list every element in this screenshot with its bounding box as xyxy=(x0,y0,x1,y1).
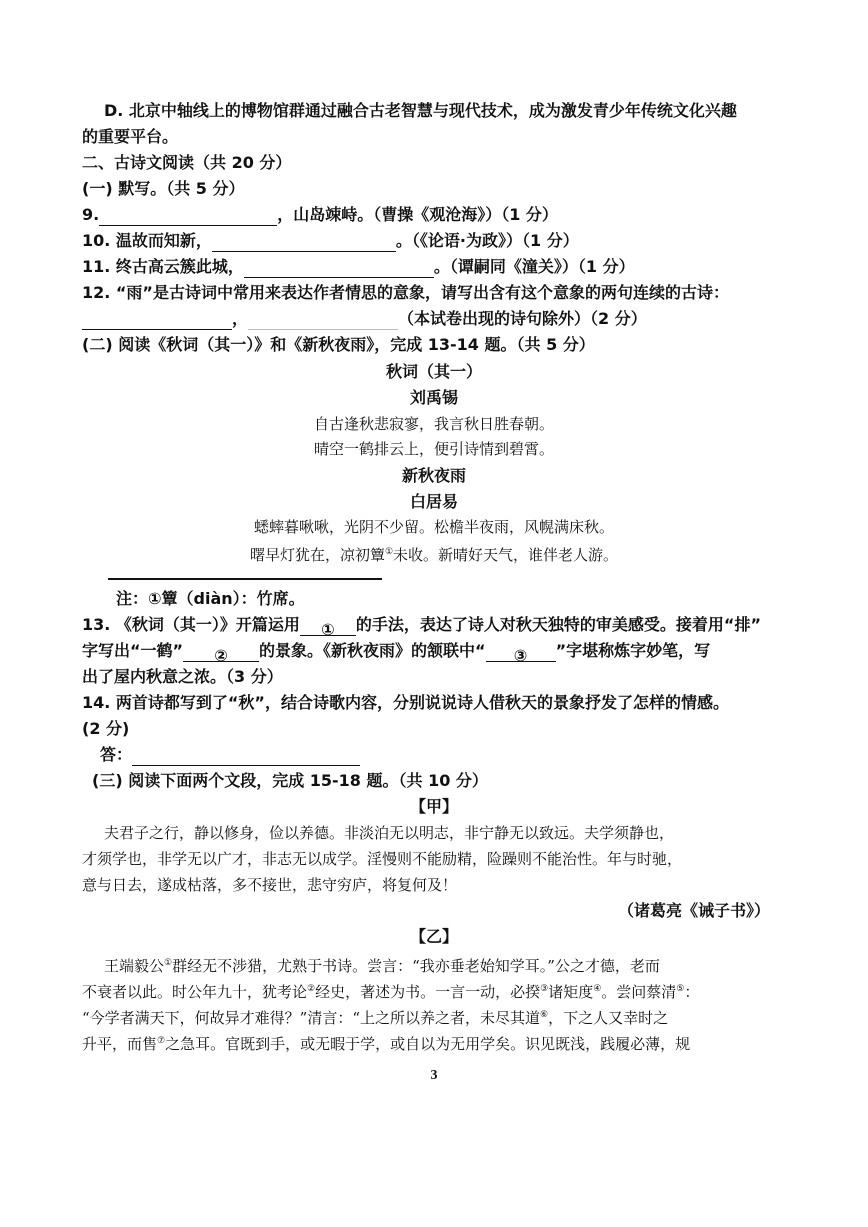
q10-pre: 10. 温故而知新， xyxy=(82,231,212,250)
q13-text-e: ”字堪称炼字妙笔，写 xyxy=(555,641,711,660)
yi-note-5: ⑤ xyxy=(676,984,685,994)
q12-post: （本试卷出现的诗句除外）（2 分） xyxy=(398,309,647,328)
question-14-answer xyxy=(100,744,360,766)
yi-line2-e: ： xyxy=(684,983,700,1001)
q10-post: 。（《论语·为政》）（1 分） xyxy=(395,231,579,250)
yi-line2-d: 。尝问蔡清 xyxy=(601,983,677,1001)
passage-yi-line3 xyxy=(82,1004,668,1029)
question-12-line2: ， （本试卷出现的诗句除外）（2 分） xyxy=(82,308,647,330)
passage-yi-label: 【乙】 xyxy=(409,927,458,946)
question-13-line2 xyxy=(82,640,711,665)
yi-line2-a: 不衰者以此。时公年九十，犹考论 xyxy=(82,983,308,1001)
passage-yi-line4 xyxy=(82,1030,690,1055)
option-d-line1: D. 北京中轴线上的博物馆群通过融合古老智慧与现代技术，成为激发青少年传统文化兴趣 xyxy=(104,101,737,120)
question-10 xyxy=(82,230,579,252)
part2-title: (二) 阅读《秋词（其一）》和《新秋夜雨》，完成 13-14 题。（共 5 分） xyxy=(82,335,595,354)
q11-answer-blank[interactable] xyxy=(244,261,434,278)
poem1-title: 秋词（其一） xyxy=(385,362,482,381)
poem2-footnote-marker: ① xyxy=(384,547,394,557)
poem2-line1: 蟋蟀暮啾啾，光阴不少留。松檐半夜雨，风幌满床秋。 xyxy=(253,518,614,536)
yi-line4-a: 升平，而售 xyxy=(82,1035,158,1053)
q13-text-b: 的手法，表达了诗人对秋天独特的审美感受。接着用“排” xyxy=(355,615,761,634)
question-12-line1: 12. “雨”是古诗词中常用来表达作者情思的意象，请写出含有这个意象的两句连续的古诗： xyxy=(82,283,729,302)
yi-line3-b: ，下之人又幸时之 xyxy=(548,1009,669,1027)
q13-text-d: 的景象。《新秋夜雨》的颔联中“ xyxy=(259,641,486,660)
yi-line1-a: 王端毅公 xyxy=(104,957,165,975)
yi-line2-b: 经史，著述为书。一言一动，必揆 xyxy=(315,983,541,1001)
q12-answer-blank-2[interactable] xyxy=(248,313,398,330)
answer-label: 答： xyxy=(100,745,133,764)
passage-jia-line1: 夫君子之行，静以修身，俭以养德。非淡泊无以明志，非宁静无以致远。夫学须静也， xyxy=(104,824,675,842)
yi-line4-b: 之急耳。官既到手，或无暇于学，或自以为无用学矣。识见既浅，践履必薄，规 xyxy=(165,1035,691,1053)
part3-title: (三) 阅读下面两个文段，完成 15-18 题。（共 10 分） xyxy=(92,771,488,790)
option-d-line2: 的重要平台。 xyxy=(82,127,179,146)
poem1-line2: 晴空一鹤排云上，便引诗情到碧霄。 xyxy=(313,440,554,458)
passage-yi-line1 xyxy=(104,952,660,977)
q13-blank-3[interactable] xyxy=(486,645,556,665)
yi-note-4: ④ xyxy=(593,984,602,994)
passage-yi-line2 xyxy=(82,978,699,1003)
yi-note-7: ⑦ xyxy=(157,1036,166,1046)
yi-note-6: ⑥ xyxy=(540,1010,549,1020)
q11-post: 。（谭嗣同《潼关》）（1 分） xyxy=(433,257,635,276)
q13-blank-3-label: ③ xyxy=(513,646,528,665)
q13-blank-2[interactable] xyxy=(183,645,259,665)
footnote: 注：①簟（diàn）：竹席。 xyxy=(116,589,305,608)
question-13-line3: 出了屋内秋意之浓。（3 分） xyxy=(82,667,283,686)
q13-text-a: 13. 《秋词（其一）》开篇运用 xyxy=(82,615,300,634)
poem2-title: 新秋夜雨 xyxy=(401,466,466,485)
q9-answer-blank[interactable] xyxy=(99,209,277,226)
passage-jia-line3: 意与日去，遂成枯落，多不接世，悲守穷庐，将复何及！ xyxy=(82,876,458,894)
q14-answer-blank[interactable] xyxy=(132,749,360,766)
yi-line2-c: 诸矩度 xyxy=(548,983,594,1001)
q13-blank-2-label: ② xyxy=(214,646,228,665)
q13-blank-1[interactable] xyxy=(300,619,356,639)
question-14-line2: (2 分) xyxy=(82,719,130,738)
poem2-line2 xyxy=(0,541,868,566)
poem1-line1: 自古逢秋悲寂寥，我言秋日胜春朝。 xyxy=(313,415,554,433)
question-14-line1: 14. 两首诗都写到了“秋”，结合诗歌内容，分别说说诗人借秋天的景象抒发了怎样的情感。 xyxy=(82,693,729,712)
q11-pre: 11. 终古高云簇此城， xyxy=(82,257,244,276)
question-13-line1 xyxy=(82,614,761,639)
question-9 xyxy=(82,204,558,226)
poem2-line2-part-b: 未收。新晴好天气，谁伴老人游。 xyxy=(393,546,619,564)
poem2-line2-part-a: 曙早灯犹在，凉初簟 xyxy=(249,546,385,564)
yi-note-2: ② xyxy=(307,984,316,994)
yi-note-3: ③ xyxy=(540,984,549,994)
q9-number: 9. xyxy=(82,205,100,224)
section2-title: 二、古诗文阅读（共 20 分） xyxy=(82,153,292,172)
q13-text-c: 字写出“一鹤” xyxy=(82,641,184,660)
passage-jia-label: 【甲】 xyxy=(409,797,458,816)
yi-line3-a: “今学者满天下，何故异才难得？”清言：“上之所以养之者，未尽其道 xyxy=(82,1009,541,1027)
q12-answer-blank-1[interactable] xyxy=(82,313,232,330)
poem1-author: 刘禹锡 xyxy=(409,388,458,407)
q13-blank-1-label: ① xyxy=(321,620,335,639)
part1-title: (一) 默写。（共 5 分） xyxy=(82,179,245,198)
q10-answer-blank[interactable] xyxy=(212,235,396,252)
question-11 xyxy=(82,256,635,278)
q9-text: ，山岛竦峙。（曹操《观沧海》）（1 分） xyxy=(277,205,558,224)
yi-line1-b: 群经无不涉猎，尤熟于书诗。尝言：“我亦垂老始知学耳。”公之才德，老而 xyxy=(172,957,660,975)
poem2-author: 白居易 xyxy=(409,492,458,511)
yi-note-1: ① xyxy=(164,958,173,968)
page-number: 3 xyxy=(430,1068,438,1083)
passage-jia-line2: 才须学也，非学无以广才，非志无以成学。淫慢则不能励精，险躁则不能治性。年与时驰， xyxy=(82,850,683,868)
passage-jia-source: （诸葛亮《诫子书》） xyxy=(618,901,771,920)
footnote-divider xyxy=(108,578,382,580)
